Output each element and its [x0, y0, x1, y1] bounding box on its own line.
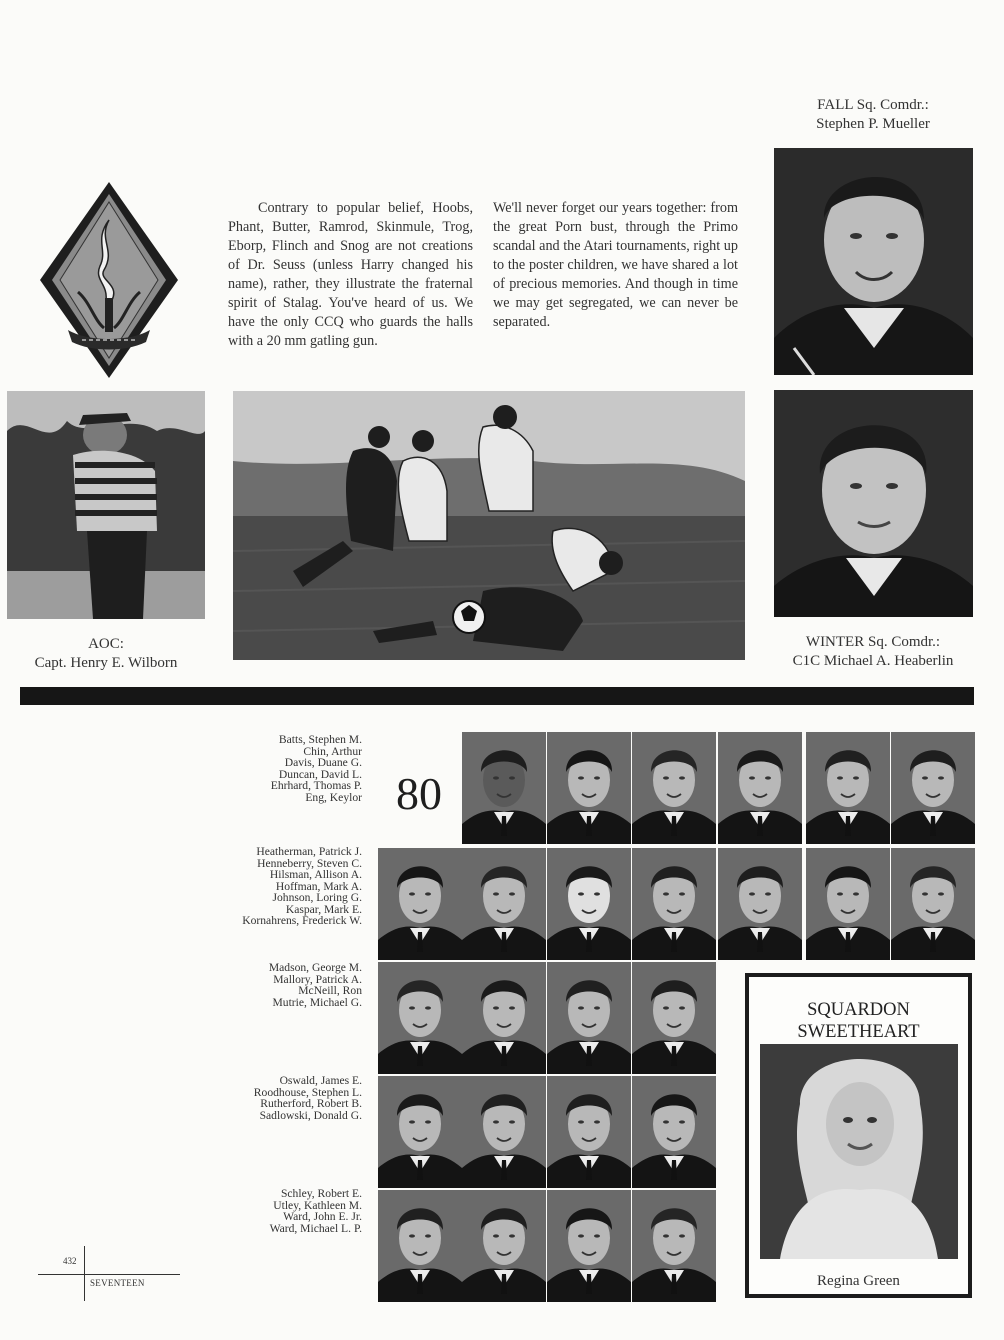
winter-commander-caption — [764, 633, 982, 671]
cadet-portrait — [547, 1190, 631, 1302]
cadet-portrait — [547, 962, 631, 1074]
section-divider — [20, 687, 974, 705]
sweetheart-photo — [760, 1044, 958, 1259]
list-item: McNeill, Ron — [298, 984, 362, 997]
list-item: Kaspar, Mark E. — [285, 902, 362, 916]
list-item: Utley, Kathleen M. — [273, 1198, 362, 1212]
cadet-portrait — [378, 962, 462, 1074]
aoc-photo — [7, 391, 205, 619]
list-item: Schley, Robert E. — [280, 1187, 362, 1200]
list-item: Oswald, James E. — [279, 1074, 362, 1087]
cadet-portrait — [462, 962, 546, 1074]
cadet-portrait — [378, 1076, 462, 1188]
list-item: Ward, Michael L. P. — [269, 1221, 362, 1235]
sweetheart-name: Regina Green — [817, 1273, 900, 1289]
soccer-action-photo — [233, 391, 745, 660]
name-list-row-2 — [180, 846, 362, 927]
list-item: Ehrhard, Thomas P. — [270, 779, 362, 792]
list-item: Roodhouse, Stephen L. — [253, 1085, 362, 1099]
cadet-portrait — [891, 848, 975, 960]
cadet-portrait — [462, 732, 546, 844]
list-item: Ward, John E. Jr. — [283, 1210, 362, 1223]
sweetheart-title-line-1: SQUARDON — [807, 1000, 910, 1020]
cadet-portrait — [462, 1076, 546, 1188]
folio-rule-horizontal — [38, 1274, 180, 1275]
cadet-portrait — [378, 1190, 462, 1302]
list-item: Batts, Stephen M. — [278, 733, 362, 746]
sweetheart-title-line-2: SWEETHEART — [797, 1022, 920, 1042]
aoc-title: AOC: — [88, 636, 124, 652]
cadet-portrait — [806, 732, 890, 844]
name-list-row-1 — [180, 734, 362, 803]
list-item: Rutherford, Robert B. — [260, 1097, 362, 1110]
cadet-portrait — [462, 848, 546, 960]
list-item: Eng, Keylor — [305, 790, 362, 804]
name-list-row-5 — [180, 1188, 362, 1234]
name-list-row-4 — [180, 1075, 362, 1121]
cadet-portrait — [632, 848, 716, 960]
cadet-portrait — [547, 732, 631, 844]
list-item: Henneberry, Steven C. — [257, 856, 362, 870]
cadet-portrait — [547, 1076, 631, 1188]
list-item: Mallory, Patrick A. — [273, 972, 362, 986]
list-item: Davis, Duane G. — [284, 756, 362, 769]
cadet-portrait — [806, 848, 890, 960]
cadet-portrait — [462, 1190, 546, 1302]
winter-commander-title: WINTER Sq. Comdr.: — [805, 634, 941, 650]
winter-commander-name: C1C Michael A. Heaberlin — [792, 653, 954, 669]
fall-commander-photo — [774, 148, 973, 375]
list-item: Hilsman, Allison A. — [269, 868, 362, 881]
story-column-2 — [493, 199, 738, 332]
list-item: Sadlowski, Donald G. — [259, 1108, 362, 1122]
fall-commander-name: Stephen P. Mueller — [816, 116, 930, 132]
list-item: Johnson, Loring G. — [272, 891, 362, 904]
cadet-portrait — [718, 848, 802, 960]
page-number: 432 — [63, 1256, 77, 1266]
squadron-crest — [38, 180, 180, 380]
squadron-number: 80 — [396, 768, 442, 819]
list-item: Madson, George M. — [268, 961, 362, 974]
section-label: SEVENTEEN — [90, 1278, 145, 1288]
cadet-portrait — [378, 848, 462, 960]
cadet-portrait — [547, 848, 631, 960]
list-item: Kornahrens, Frederick W. — [242, 914, 362, 927]
cadet-portrait — [632, 1076, 716, 1188]
cadet-portrait — [632, 1190, 716, 1302]
winter-commander-photo — [774, 390, 973, 617]
fall-commander-title: FALL Sq. Comdr.: — [817, 97, 929, 113]
story-paragraph-2: We'll never forget our years together: from the great Porn bust, through the Primo scandal and the Atari tournaments, right up to the poster children, we have shared a lot of precious memories. And though in time we may get segregated, we can never be separated. — [493, 200, 738, 330]
list-item: Chin, Arthur — [303, 744, 362, 758]
squadron-sweetheart-box — [745, 973, 972, 1298]
cadet-portrait — [632, 962, 716, 1074]
list-item: Mutrie, Michael G. — [272, 995, 362, 1009]
name-list-row-3 — [180, 962, 362, 1008]
cadet-portrait — [632, 732, 716, 844]
story-column-1 — [228, 199, 473, 351]
list-item: Heatherman, Patrick J. — [256, 845, 362, 858]
cadet-portrait — [718, 732, 802, 844]
cadet-portrait — [891, 732, 975, 844]
story-paragraph-1: Contrary to popular belief, Hoobs, Phant, Butter, Ramrod, Skinmule, Trog, Eborp, Flinch and Snog are not creations of Dr. Seuss (unless Harry changed his name), rather, they illustrate the fraternal spirit of Stalag. You've heard of us. We have the only CCQ who guards the halls with a 20 mm gatling gun. — [228, 200, 473, 349]
fall-commander-caption — [774, 96, 972, 134]
aoc-caption — [7, 635, 205, 673]
list-item: Duncan, David L. — [278, 767, 362, 781]
aoc-name: Capt. Henry E. Wilborn — [34, 655, 178, 671]
list-item: Hoffman, Mark A. — [275, 879, 362, 893]
